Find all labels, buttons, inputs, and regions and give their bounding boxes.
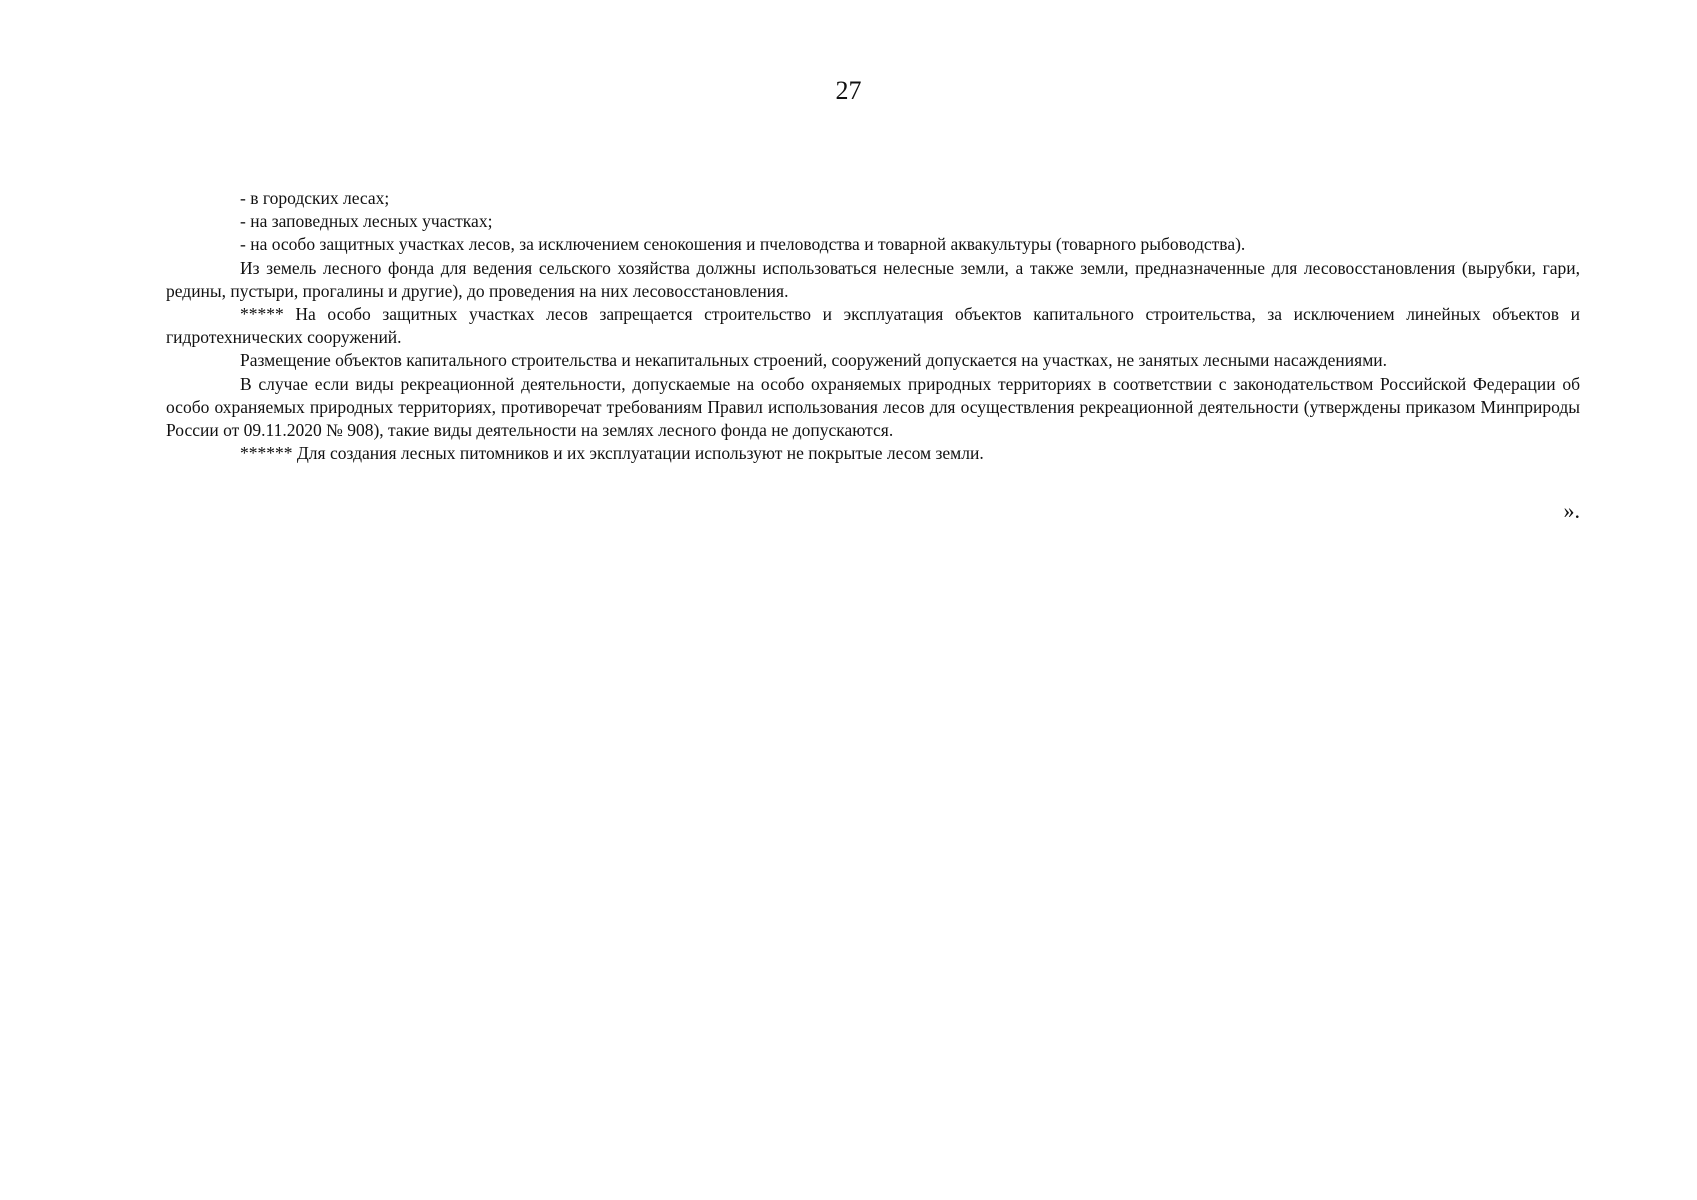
paragraph-agriculture-lands: Из земель лесного фонда для ведения сельского хозяйства должны использоваться нелесные земли, а также земли, предназначенные для лесовосстановления (вырубки, гари, редины, пустыри, прогалины и другие), до проведения на них лесовосстановления.	[166, 257, 1580, 301]
list-item: - на особо защитных участках лесов, за исключением сенокошения и пчеловодства и товарной аквакультуры (товарного рыбоводства).	[240, 234, 1246, 255]
document-body	[166, 187, 1580, 465]
list-item: - в городских лесах;	[240, 188, 390, 208]
paragraph-recreational-activity: В случае если виды рекреационной деятельности, допускаемые на особо охраняемых природных территориях в соответствии с законодательством Российской Федерации об особо охраняемых природных территориях, противоречат требованиям Правил использования лесов для осуществления рекреационной деятельности (утверждены приказом Минприроды России от 09.11.2020 № 908), такие виды деятельности на землях лесного фонда не допускаются.	[166, 373, 1580, 441]
closing-quote-mark: ».	[1563, 498, 1580, 523]
paragraph-protective-areas-construction: ***** На особо защитных участках лесов запрещается строительство и эксплуатация объектов капитального строительства, за исключением линейных объектов и гидротехнических сооружений.	[166, 304, 1580, 348]
paragraph-forest-nurseries: ****** Для создания лесных питомников и их эксплуатации используют не покрытые лесом земли.	[240, 443, 984, 464]
page-number: 27	[835, 76, 862, 105]
paragraph-placement-of-objects: Размещение объектов капитального строительства и некапитальных строений, сооружений допускается на участках, не занятых лесными насаждениями.	[240, 350, 1388, 371]
list-item: - на заповедных лесных участках;	[240, 211, 493, 232]
